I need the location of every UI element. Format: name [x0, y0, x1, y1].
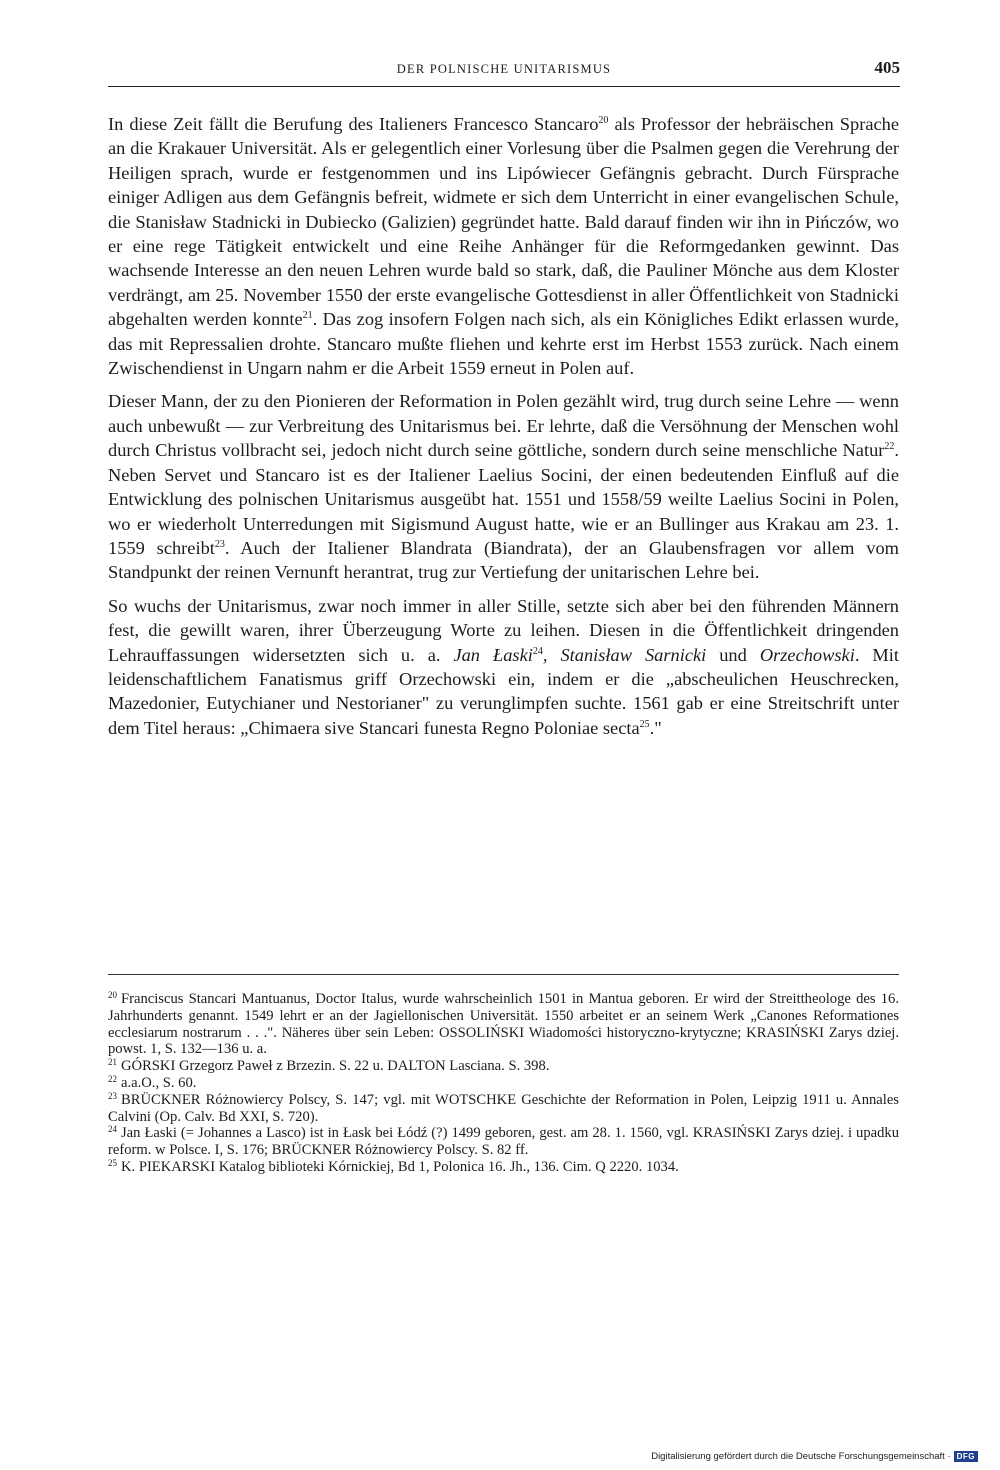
text-run: Dieser Mann, der zu den Pionieren der Reformation in Polen gezählt wird, trug durch seine Lehre — wenn auch unbewußt — zur Verbreitung des Unitarismus bei. Er lehrte, daß die Versöhnung der Menschen wohl durch Christus vollbracht sei, jedoch nicht durch seine göttliche, sondern durch seine menschliche Natur: [108, 391, 899, 461]
footnote-24: [108, 1125, 899, 1159]
footnote-ref-21[interactable]: 21: [302, 310, 313, 322]
footnote-text: Jan Łaski (= Johannes a Lasco) ist in Łask bei Łódź (?) 1499 geboren, gest. am 28. 1. 1560, vgl. KRASIŃSKI Zarys dziej. i upadku reform. w Polsce. I, S. 176; BRÜCKNER Różnowiercy Polscy. S. 82 ff.: [108, 1125, 899, 1159]
footnote-22: [108, 1075, 899, 1092]
footnote-text: a.a.O., S. 60.: [121, 1074, 197, 1091]
text-run: .": [649, 717, 662, 738]
footnote-number: 23: [108, 1090, 117, 1101]
footnote-ref-22[interactable]: 22: [884, 441, 895, 453]
footnote-ref-25[interactable]: 25: [639, 718, 650, 730]
footnote-text: Franciscus Stancari Mantuanus, Doctor Italus, wurde wahrscheinlich 1501 in Mantua geboren. Er wird der Streittheologe des 16. Jahrhunderts genannt. 1549 lehrt er an der Jagiellonischen Universität. 1550 arbeitet er an seinem Werk „Canones Reformationes ecclesiarum nostrarum . . .". Näheres über sein Leben: OSSOLIŃSKI Wiadomości historyczno-krytyczne; KRASIŃSKI Zarys dziej. powst. 1, S. 132—136 u. a.: [108, 991, 899, 1058]
footnote-text: K. PIEKARSKI Katalog biblioteki Kórnickiej, Bd 1, Polonica 16. Jh., 136. Cim. Q 2220. 1034.: [121, 1158, 679, 1175]
page-number: 405: [874, 58, 900, 77]
paragraph-1: [108, 112, 899, 380]
italic-name-sarnicki: , Stanisław Sarnicki: [542, 644, 707, 665]
main-text: [108, 112, 899, 749]
page-header: [108, 58, 900, 87]
italic-name-orzechowski: Orzechowski: [759, 644, 855, 665]
italic-name-laski: Jan Łaski: [453, 644, 533, 665]
paragraph-2: [108, 389, 899, 584]
footnote-ref-20[interactable]: 20: [598, 115, 609, 126]
running-head: DER POLNISCHE UNITARISMUS: [396, 62, 612, 76]
footnote-21: [108, 1058, 899, 1075]
text-run: . Das zog insofern Folgen nach sich, als ein Königliches Edikt erlassen wurde, das mit Repressalien drohte. Stancaro mußte fliehen und kehrte erst im Herbst 1553 zurück. Nach einem Zwischendienst in Ungarn nahm er die Arbeit 1559 erneut in Polen auf.: [108, 309, 899, 379]
text-run: und: [706, 644, 760, 665]
footnote-25: [108, 1159, 899, 1176]
text-run: So wuchs der Unitarismus, zwar noch immer in aller Stille, setzte sich aber bei den führenden Männern fest, die gewillt waren, ihrer Überzeugung Worte zu leihen. Diesen in die Öffentlichkeit dringenden Lehrauffassungen widersetzten sich u. a.: [108, 595, 899, 665]
text-run: als Professor der hebräischen Sprache an die Krakauer Universität. Als er gelegentlich einer Vorlesung über die Psalmen gegen die Verehrung der Heiligen sprach, wurde er festgenommen und ins Lipówiecer Gefängnis gebracht. Durch Fürsprache einiger Adligen aus dem Gefängnis befreit, widmete er sich dem Unterricht in einer evangelischen Schule, die Stanisław Stadnicki in Dubiecko (Galizien) gegründet hatte. Bald darauf finden wir ihn in Pińczów, wo er eine rege Tätigkeit entwickelt und eine Reihe Anhänger für die Reformgedanken gewinnt. Das wachsende Interesse an den neuen Lehren wurde bald so stark, daß, die Pauliner Mönche aus dem Kloster verdrängt, am 25. November 1550 der erste evangelische Gottesdienst in aller Öffentlichkeit von Stadnicki abgehalten werden konnte: [108, 114, 900, 330]
footnote-text: BRÜCKNER Różnowiercy Polscy, S. 147; vgl. mit WOTSCHKE Geschichte der Reformation in Polen, Leipzig 1911 u. Annales Calvini (Op. Calv. Bd XXI, S. 720).: [108, 1091, 899, 1125]
credit-text: Digitalisierung gefördert durch die Deutsche Forschungsgemeinschaft ·: [651, 1451, 951, 1462]
footnote-number: 20: [108, 990, 117, 1000]
text-run: . Mit leidenschaftlichem Fanatismus griff Orzechowski ein, indem er die „abscheulichen Heuschrecken, Mazedonier, Eutychianer und Nestorianer" zu verunglimpfen suchte. 1561 gab er eine Streitschrift unter dem Titel heraus: „Chimaera sive Stancari funesta Regno Poloniae secta: [108, 644, 899, 738]
footnote-text: GÓRSKI Grzegorz Paweł z Brzezin. S. 22 u. DALTON Lasciana. S. 398.: [121, 1058, 550, 1075]
digitization-credit: [651, 1451, 978, 1462]
text-run: . Auch der Italiener Blandrata (Biandrata), der an Glaubensfragen vor allem vom Standpunkt der reinen Vernunft herantrat, trug zur Vertiefung der unitarischen Lehre bei.: [108, 537, 899, 583]
footnote-number: 22: [108, 1073, 117, 1084]
footnote-ref-24[interactable]: 24: [532, 645, 543, 657]
footnote-number: 21: [108, 1057, 117, 1068]
dfg-logo: DFG: [954, 1451, 978, 1462]
footnote-number: 24: [108, 1124, 117, 1135]
text-run: In diese Zeit fällt die Berufung des Italieners Francesco Stancaro: [108, 114, 599, 134]
footnote-20: [108, 991, 899, 1058]
text-run: . Neben Servet und Stancaro ist es der Italiener Laelius Socini, der einen bedeutenden Einfluß auf die Entwicklung des polnischen Unitarismus ausgeübt hat. 1551 und 1558/59 weilte Laelius Socini in Polen, wo er wiederholt Unterredungen mit Sigismund August hatte, wie er an Bullinger aus Krakau am 23. 1. 1559 schreibt: [108, 440, 899, 558]
footnote-ref-23[interactable]: 23: [214, 538, 225, 550]
paragraph-3: [108, 594, 899, 740]
footnote-number: 25: [108, 1157, 117, 1168]
footnotes: [108, 974, 899, 1176]
footnote-23: [108, 1092, 899, 1126]
